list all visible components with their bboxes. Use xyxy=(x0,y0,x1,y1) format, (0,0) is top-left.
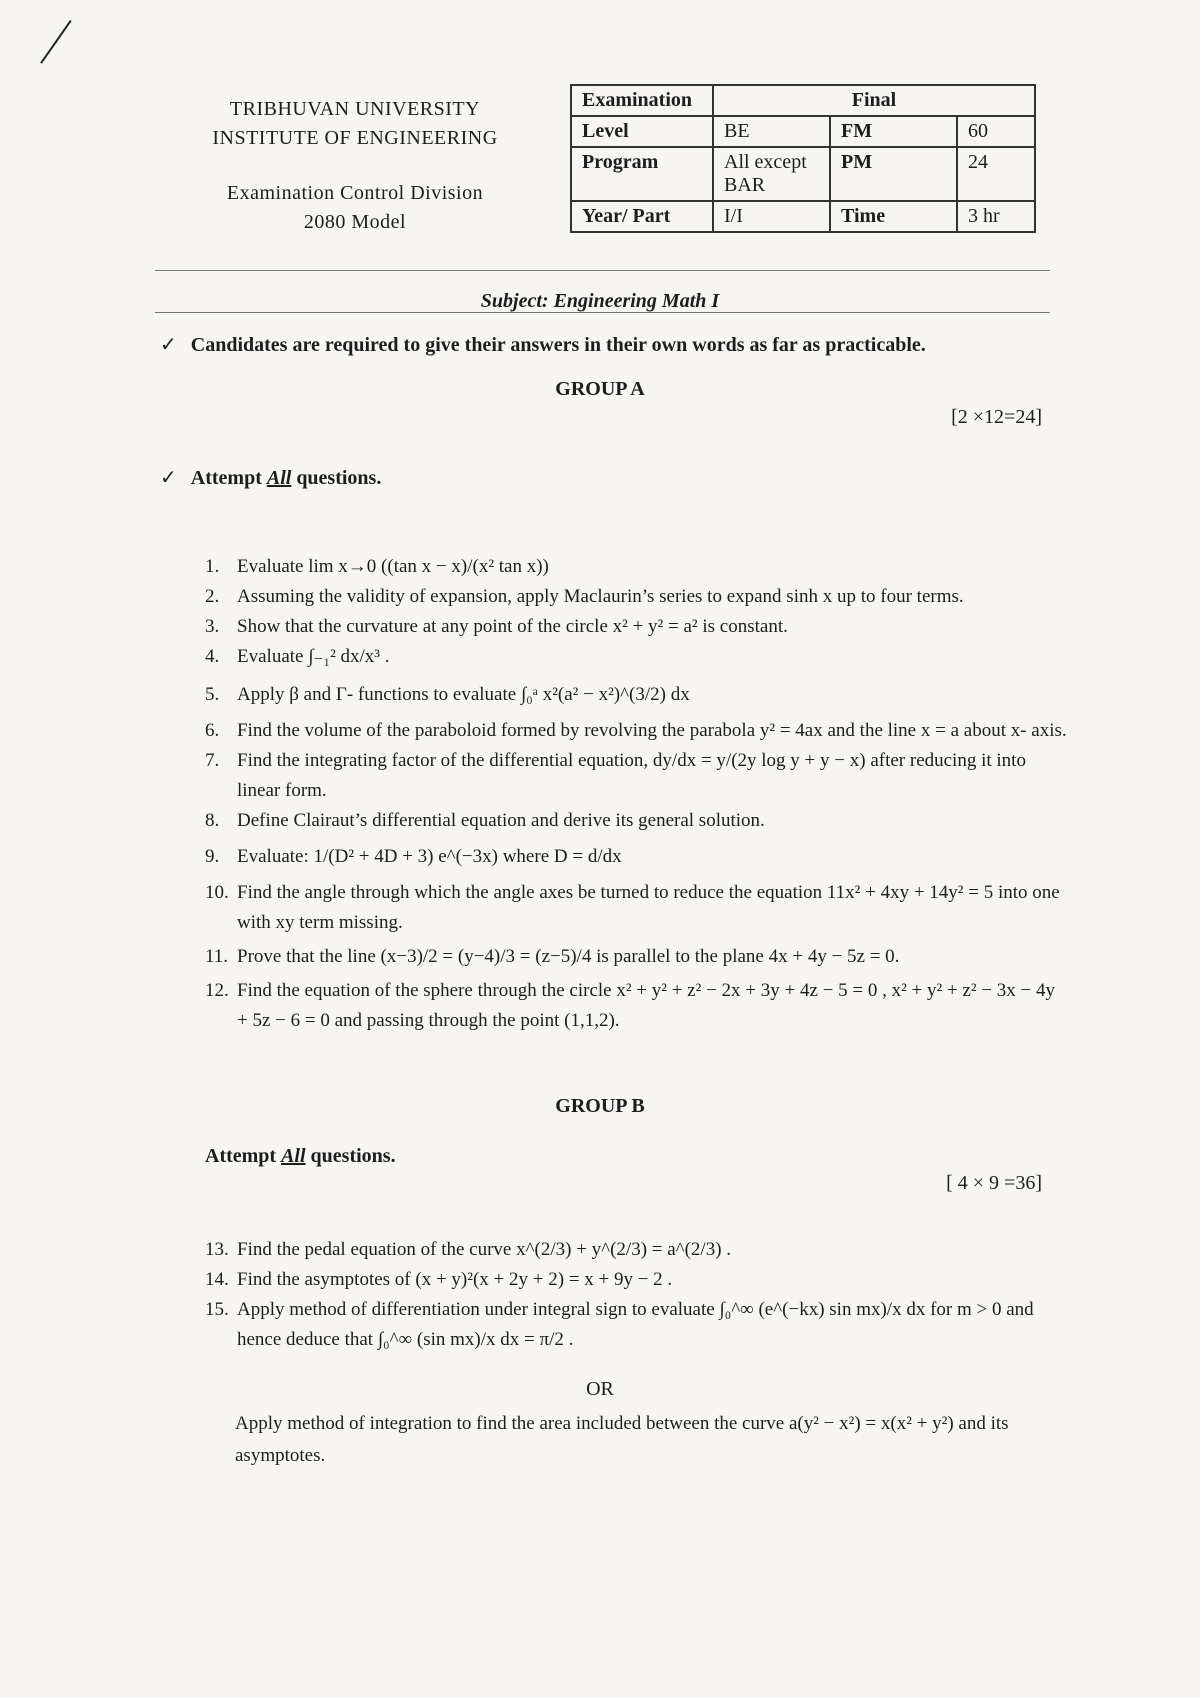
question-text: Show that the curvature at any point of the circle x² + y² = a² is constant. xyxy=(237,616,788,637)
group-a-marks: [2 ×12=24] xyxy=(951,406,1042,428)
group-a-title: GROUP A xyxy=(555,378,645,400)
program-value-line-2: BAR xyxy=(724,174,766,196)
year-value: I/I xyxy=(713,201,830,232)
group-b-questions xyxy=(205,1235,1067,1355)
question-text: Evaluate: 1/(D² + 4D + 3) e^(−3x) where D = d/dx xyxy=(237,846,622,867)
subject-title: Subject: Engineering Math I xyxy=(480,290,720,312)
question-number: 15. xyxy=(205,1299,229,1320)
exam-value: Final xyxy=(713,85,1035,116)
question-number: 5. xyxy=(205,684,220,705)
question-text: Find the asymptotes of (x + y)²(x + 2y + 2) = x + 9y − 2 . xyxy=(237,1269,673,1290)
question-number: 12. xyxy=(205,980,229,1001)
question-7 xyxy=(205,746,1067,806)
year-label: Year/ Part xyxy=(571,201,713,232)
attempt-prefix: Attempt xyxy=(190,467,262,489)
question-number: 4. xyxy=(205,646,220,667)
fm-label: FM xyxy=(830,116,957,147)
exam-label: Examination xyxy=(571,85,713,116)
time-value: 3 hr xyxy=(957,201,1035,232)
question-text: Assuming the validity of expansion, apply Maclaurin’s series to expand sinh x up to four terms. xyxy=(237,586,964,607)
question-number: 7. xyxy=(205,750,220,771)
question-text: Evaluate ∫₋₁² dx/x³ . xyxy=(237,646,390,667)
level-label: Level xyxy=(571,116,713,147)
check-icon: ✓ xyxy=(160,332,177,356)
pm-value: 24 xyxy=(957,147,1035,201)
exam-info-table xyxy=(570,84,1036,233)
question-11 xyxy=(205,942,1067,972)
attempt-suffix: questions. xyxy=(310,1145,396,1167)
question-10 xyxy=(205,878,1067,938)
question-number: 3. xyxy=(205,616,220,637)
program-label: Program xyxy=(571,147,713,201)
question-text: Find the volume of the paraboloid formed by revolving the parabola y² = 4ax and the line x = a about x- axis. xyxy=(237,720,1067,741)
question-text: Prove that the line (x−3)/2 = (y−4)/3 = (z−5)/4 is parallel to the plane 4x + 4y − 5z = 0. xyxy=(237,946,900,967)
question-2 xyxy=(205,582,1067,612)
institute-name: INSTITUTE OF ENGINEERING xyxy=(212,127,498,149)
attempt-suffix: questions. xyxy=(296,467,382,489)
time-label: Time xyxy=(830,201,957,232)
question-number: 8. xyxy=(205,810,220,831)
attempt-all: All xyxy=(266,467,292,489)
fm-value: 60 xyxy=(957,116,1035,147)
attempt-all: All xyxy=(281,1145,306,1167)
question-5 xyxy=(205,680,1067,710)
question-3 xyxy=(205,612,1067,642)
question-text: Evaluate lim x→0 ((tan x − x)/(x² tan x)) xyxy=(237,556,549,577)
division-name: Examination Control Division xyxy=(226,182,484,204)
model-year: 2080 Model xyxy=(303,211,407,233)
group-a-attempt xyxy=(160,465,381,490)
group-a-questions xyxy=(205,552,1067,1036)
question-14 xyxy=(205,1265,1067,1295)
university-name: TRIBHUVAN UNIVERSITY xyxy=(229,98,481,120)
level-value: BE xyxy=(713,116,830,147)
question-number: 13. xyxy=(205,1239,229,1260)
attempt-prefix: Attempt xyxy=(205,1145,277,1167)
group-b-title: GROUP B xyxy=(555,1095,645,1117)
question-number: 14. xyxy=(205,1269,229,1290)
question-text: Find the integrating factor of the differential equation, dy/dx = y/(2y log y + y − x) after reducing it into linear form. xyxy=(237,750,1026,801)
check-icon: ✓ xyxy=(160,465,177,489)
divider-top xyxy=(155,270,1050,271)
program-value-line-1: All except xyxy=(724,151,807,173)
question-number: 10. xyxy=(205,882,229,903)
question-number: 9. xyxy=(205,846,220,867)
question-4 xyxy=(205,642,1067,672)
question-15 xyxy=(205,1295,1067,1355)
question-number: 6. xyxy=(205,720,220,741)
question-number: 1. xyxy=(205,556,220,577)
pm-label: PM xyxy=(830,147,957,201)
group-b-attempt xyxy=(205,1145,396,1168)
question-6 xyxy=(205,716,1067,746)
question-1 xyxy=(205,552,1067,582)
question-number: 2. xyxy=(205,586,220,607)
question-15-alternative: Apply method of integration to find the area included between the curve a(y² − x²) = x(x² + y²) and its asymptotes. xyxy=(235,1413,1009,1466)
instruction-line xyxy=(160,332,926,357)
question-9 xyxy=(205,842,1067,872)
group-b-marks: [ 4 × 9 =36] xyxy=(946,1172,1042,1194)
question-text: Define Clairaut’s differential equation and derive its general solution. xyxy=(237,810,765,831)
question-8 xyxy=(205,806,1067,836)
program-value xyxy=(713,147,830,201)
question-text: Find the angle through which the angle axes be turned to reduce the equation 11x² + 4xy + 14y² = 5 into one with xy term missing. xyxy=(237,882,1060,933)
question-text: Find the pedal equation of the curve x^(2/3) + y^(2/3) = a^(2/3) . xyxy=(237,1239,732,1260)
question-text: Apply method of differentiation under integral sign to evaluate ∫₀^∞ (e^(−kx) sin mx)/x dx for m > 0 and hence deduce that ∫₀^∞ (sin mx)/x dx = π/2 . xyxy=(237,1299,1034,1350)
header-left xyxy=(205,95,505,237)
question-text: Find the equation of the sphere through the circle x² + y² + z² − 2x + 3y + 4z − 5 = 0 , x² + y² + z² − 3x − 4y + 5z − 6 = 0 and passing through the point (1,1,2). xyxy=(237,980,1055,1031)
question-12 xyxy=(205,976,1067,1036)
question-text: Apply β and Γ- functions to evaluate ∫₀ᵃ x²(a² − x²)^(3/2) dx xyxy=(237,684,690,705)
question-number: 11. xyxy=(205,946,229,967)
divider-bottom xyxy=(155,312,1050,313)
or-separator: OR xyxy=(586,1378,614,1400)
instruction-text: Candidates are required to give their answers in their own words as far as practicable. xyxy=(190,334,926,356)
pen-mark xyxy=(40,20,71,64)
question-13 xyxy=(205,1235,1067,1265)
